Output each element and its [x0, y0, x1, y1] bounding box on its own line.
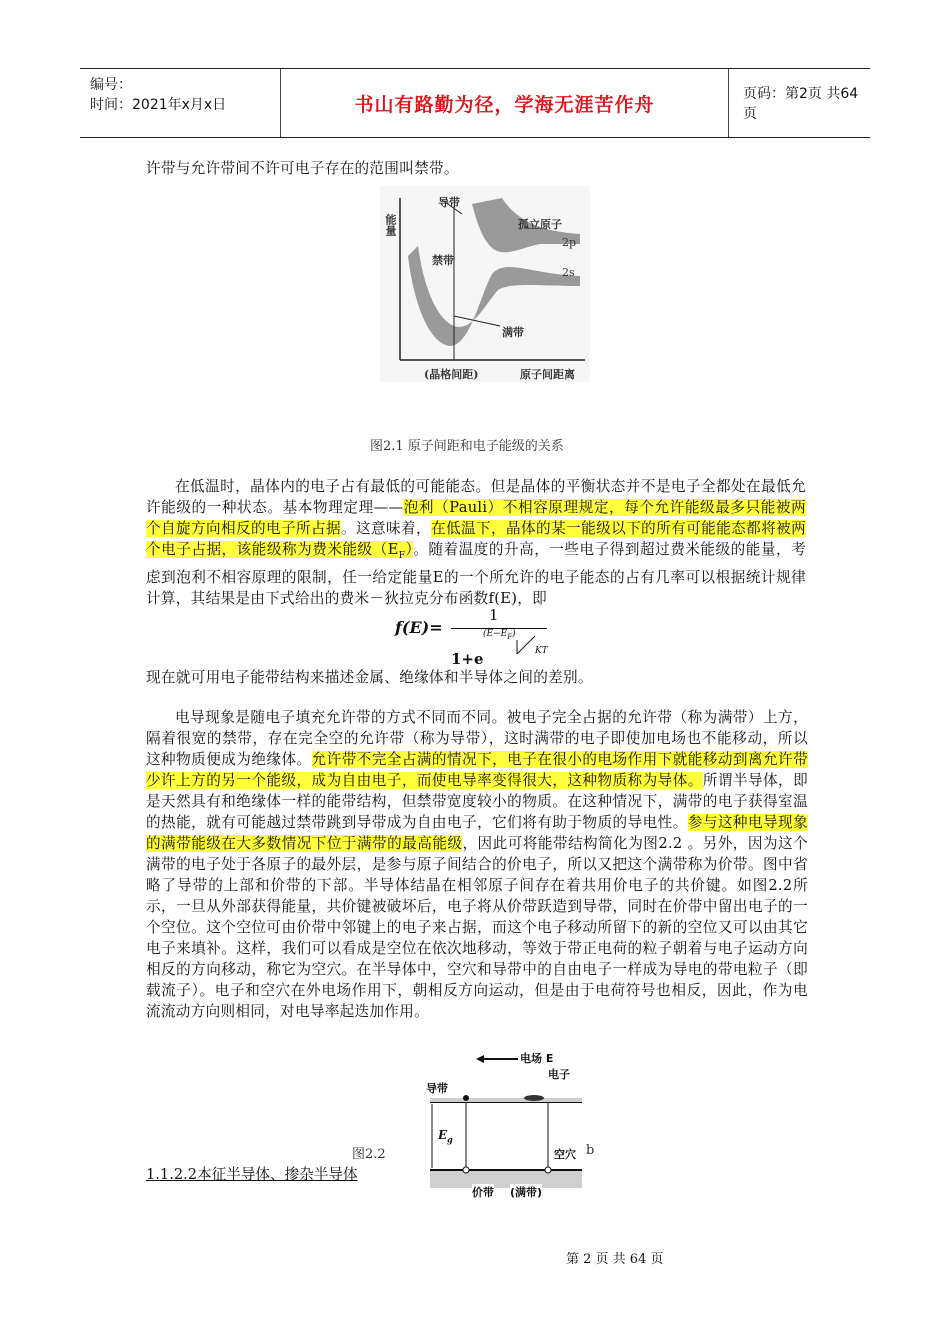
label-atomic-spacing: 原子间距离: [520, 368, 575, 381]
fermi-dirac-formula: [395, 606, 565, 668]
formula-exp-bottom: KT: [535, 646, 548, 656]
formula-lhs: f(E)=: [395, 618, 443, 637]
line-after-formula: 现在就可用电子能带结构来描述金属、绝缘体和半导体之间的差别。: [146, 669, 593, 686]
formula-denominator: 1+e: [451, 650, 484, 668]
header-number: 编号：: [90, 77, 132, 93]
p1-text-c: 。这意味着，: [341, 520, 432, 537]
label-full-band-2: (满带): [510, 1186, 543, 1199]
label-lattice-spacing: (晶格间距): [424, 368, 479, 381]
label-field: 电场 E: [520, 1052, 554, 1065]
label-full-band: 满带: [502, 326, 524, 339]
label-valence-band: 价带: [472, 1186, 494, 1199]
label-gap-text: E: [438, 1128, 448, 1142]
p2-text-c: 所谓半导体，即是天然具有和绝缘体一样的能带结构，但禁带宽度较小的物质。在这种情况下，满带的电子获得室温的热能，就有可能越过禁带跳到导带成为自由电子，它们将有助于物质的导电性。: [146, 772, 808, 831]
formula-exp-top-close: ): [512, 629, 516, 639]
section-heading: 1.1.2.2本征半导体、掺杂半导体: [146, 1166, 358, 1183]
label-energy: 能量: [384, 214, 397, 236]
figure1-caption: 图2.1 原子间距和电子能级的关系: [370, 439, 564, 454]
page-header: [80, 68, 870, 138]
p1-fermi-sub: F: [398, 550, 406, 561]
label-gap-sub: g: [447, 1134, 453, 1145]
figure-energy-bands: [380, 186, 590, 382]
p2-highlight-conductor: 允许带不完全占满的情况下，电子在很小的电场作用下就能移动到离允许带少许上方的另一个能级，成为自由电子，而使电导率变得很大，这种物质称为导体。: [146, 751, 808, 789]
formula-exp-top-text: (E−E: [483, 629, 508, 639]
formula-exp-top: [483, 629, 516, 641]
paragraph-conduction: [146, 707, 808, 1022]
figure2-caption-left: 图2.2: [352, 1147, 386, 1162]
label-2p: 2p: [562, 236, 577, 249]
label-forbidden-band: 禁带: [432, 254, 454, 267]
label-electron: 电子: [548, 1068, 570, 1081]
p1-highlight-pauli: 泡利（Pauli）不相容原理规定，每个允许能级最多只能被两个自旋方向相反的电子所占据: [146, 499, 806, 537]
label-gap: [438, 1128, 453, 1144]
formula-exp-top-sub: F: [507, 632, 513, 641]
paragraph-fermi: [146, 476, 806, 609]
header-meta: [80, 69, 281, 137]
p1-fermi-close: ）: [405, 541, 414, 558]
p1-text-a: 在低温时，晶体内的电子占有最低的可能能态。但是晶体的平衡状态并不是电子全都处在最低允许能级的一种状态。基本物理定理——: [146, 478, 806, 516]
label-conduction-band: 导带: [438, 196, 460, 209]
p2-highlight-full-band: 参与这种电导现象的满带能级在大多数情况下位于满带的最高能级: [146, 814, 809, 852]
p2-text-e: ，因此可将能带结构简化为图2.2 。另外，因为这个满带的电子处于各原子的最外层，是参与原子间结合的价电子，所以又把这个满带称为价带。图中省略了导带的上部和价带的下部。半导体结晶在相邻原子间存在着共用价电子的共价键。如图2.2所示，一旦从外部获得能量，共价键被破坏后，电子将从价带跃造到导带，同时在价带中留出电子的一个空位。这个空位可由价带中邻键上的电子来占据，而这个电子移动所留下的新的空位又可以由其它电子来填补。这样，我们可以看成是空位在依次地移动，等效于带正电荷的粒子朝着与电子运动方向相反的方向移动，称它为空穴。在半导体中，空穴和导带中的自由电子一样成为导电的带电粒子（即载流子）。电子和空穴在外电场作用下，朝相反方向运动，但是由于电荷符号也相反，因此，作为电流流动方向则相同，对电导率起迭加作用。: [146, 835, 808, 1020]
formula-numerator: 1: [489, 606, 499, 624]
intro-line: 许带与允许带间不许可电子存在的范围叫禁带。: [146, 160, 459, 177]
header-motto: 书山有路勤为径，学海无涯苦作舟: [281, 69, 729, 137]
p1-text-f: 。随着温度的升高，一些电子得到超过费米能级的能量，考虑到泡利不相容原理的限制，任一给定能量E的一个所允许的电子能态的占有几率可以根据统计规律计算，其结果是由下式给出的费米－狄拉克分布函数f(E)，即: [146, 541, 806, 607]
page-footer: 第 2 页 共 64 页: [566, 1252, 664, 1267]
label-conduction-band-2: 导带: [426, 1082, 448, 1095]
label-hole: 空穴: [554, 1148, 576, 1161]
header-page: 页码：第2页 共64页: [743, 86, 859, 122]
figure2-caption-right: b: [586, 1143, 595, 1158]
label-isolated-atom: 孤立原子: [518, 218, 562, 231]
p2-text-a: 电导现象是随电子填充允许带的方式不同而不同。被电子完全占据的允许带（称为满带）上方，隔着很宽的禁带，存在完全空的允许带（称为导带），这时满带的电子即使加电场也不能移动，所以这种物质便成为绝缘体。: [146, 709, 808, 768]
figure-band-diagram: [386, 1046, 584, 1198]
p1-fermi-text: 在低温下，晶体的某一能级以下的所有可能能态都将被两个电子占据，该能级称为费米能级（E: [146, 520, 806, 558]
label-2s: 2s: [562, 266, 575, 279]
header-date: 时间：2021年x月x日: [90, 97, 227, 113]
